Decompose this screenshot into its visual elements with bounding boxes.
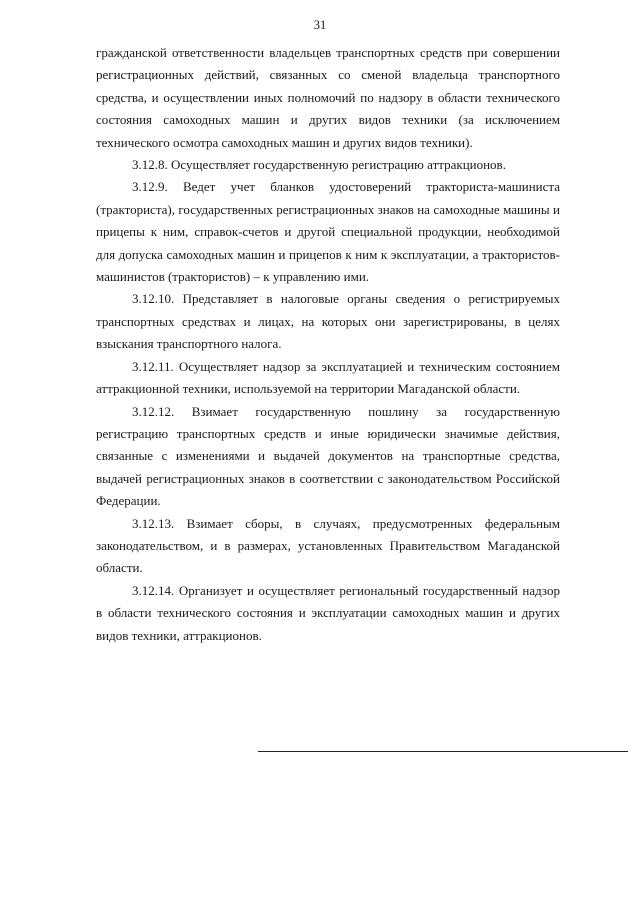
paragraph-3-12-12: 3.12.12. Взимает государственную пошлину за государственную регистрацию транспортных средств и иные юридически значимые действия, связанные с изменениями и выдачей документов на транспортные средства, выдачей регистрационных знаков в соответствии с законодательством Российской Федерации. (96, 403, 560, 509)
paragraph-3-12-11: 3.12.11. Осуществляет надзор за эксплуатацией и техническим состоянием аттракционной техники, используемой на территории Магаданской области. (96, 358, 560, 397)
paragraph-continuation: гражданской ответственности владельцев транспортных средств при совершении регистрационных действий, связанных со сменой владельца транспортного средства, и осуществлении иных полномочий по надзору в области технического состояния самоходных машин и других видов техники (за исключением технического осмотра самоходных машин и других видов техники). (96, 45, 560, 150)
paragraph-3-12-10: 3.12.10. Представляет в налоговые органы сведения о регистрируемых транспортных средствах и лицах, на которых они зарегистрированы, в целях взыскания транспортного налога. (96, 291, 560, 352)
page-number: 31 (313, 18, 327, 32)
document-body (96, 42, 560, 647)
paragraph-3-12-8: 3.12.8. Осуществляет государственную регистрацию аттракционов. (132, 157, 506, 173)
paragraph-3-12-14: 3.12.14. Организует и осуществляет региональный государственный надзор в области технического состояния и эксплуатации самоходных машин и других видов техники, аттракционов. (96, 582, 560, 643)
end-divider-line (258, 751, 628, 752)
paragraph-3-12-13: 3.12.13. Взимает сборы, в случаях, предусмотренных федеральным законодательством, и в размерах, установленных Правительством Магаданской области. (96, 515, 560, 576)
paragraph-3-12-9: 3.12.9. Ведет учет бланков удостоверений тракториста-машиниста (тракториста), государственных регистрационных знаков на самоходные машины и прицепы к ним, справок-счетов и другой специальной продукции, необходимой для допуска самоходных машин и прицепов к ним к эксплуатации, а трактористов-машинистов (трактористов) – к управлению ими. (96, 179, 560, 285)
